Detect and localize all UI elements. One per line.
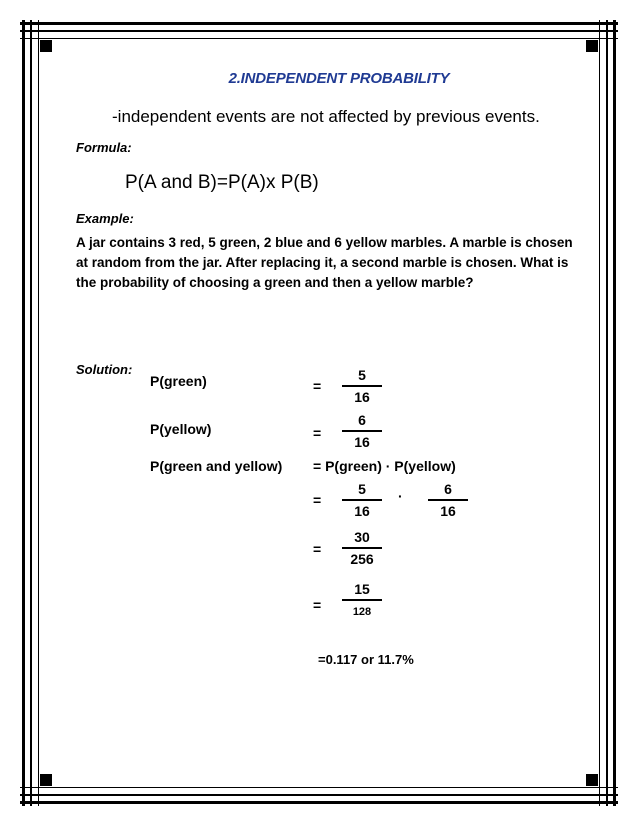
border-line [30,20,32,806]
border-line [20,30,618,32]
border-line [38,20,39,806]
denominator: 128 [352,606,372,618]
equals-sign: = [313,492,322,508]
border-line [20,794,618,796]
multiply-dot: · [398,488,403,504]
numerator: 5 [342,366,382,387]
corner-ornament [40,40,52,52]
solution-label: Solution: [76,362,133,377]
denominator: 16 [440,503,456,519]
fraction-product-b [428,480,468,521]
denominator: 256 [350,551,374,567]
fraction-green [342,366,382,407]
example-label: Example: [76,211,134,226]
corner-ornament [586,40,598,52]
corner-ornament [586,774,598,786]
formula-label: Formula: [76,140,132,155]
denominator: 16 [354,434,370,450]
denominator: 16 [354,503,370,519]
combined-expression: = P(green) · P(yellow) [313,458,456,474]
page-title: 2.INDEPENDENT PROBABILITY [228,70,450,87]
formula-text: P(A and B)=P(A)x P(B) [125,172,319,193]
denominator: 16 [354,389,370,405]
border-line [20,38,618,39]
fraction-step2 [342,528,382,569]
equals-sign: = [313,425,322,441]
border-line [20,801,618,804]
problem-text: A jar contains 3 red, 5 green, 2 blue and 6 yellow marbles. A marble is chosen at random from the jar. After replacing it, a second marble is chosen. What is the probability of choosing a green and then a yellow marble? [76,235,573,290]
corner-ornament [40,774,52,786]
equals-sign: = [313,541,322,557]
numerator: 6 [342,411,382,432]
equals-sign: = [313,378,322,394]
numerator: 15 [342,580,382,601]
equals-sign: = [313,597,322,613]
definition-text: -independent events are not affected by previous events. [112,107,540,126]
final-result: =0.117 or 11.7% [318,652,414,667]
p-yellow-label: P(yellow) [150,421,212,437]
border-line [22,20,25,806]
fraction-product-a [342,480,382,521]
border-line [613,20,616,806]
fraction-yellow [342,411,382,452]
numerator: 5 [342,480,382,501]
numerator: 6 [428,480,468,501]
border-line [599,20,600,806]
p-green-label: P(green) [150,373,207,389]
fraction-step3 [342,580,382,623]
border-line [20,787,618,788]
p-combined-label: P(green and yellow) [150,458,283,474]
border-line [606,20,608,806]
numerator: 30 [342,528,382,549]
border-line [20,22,618,25]
